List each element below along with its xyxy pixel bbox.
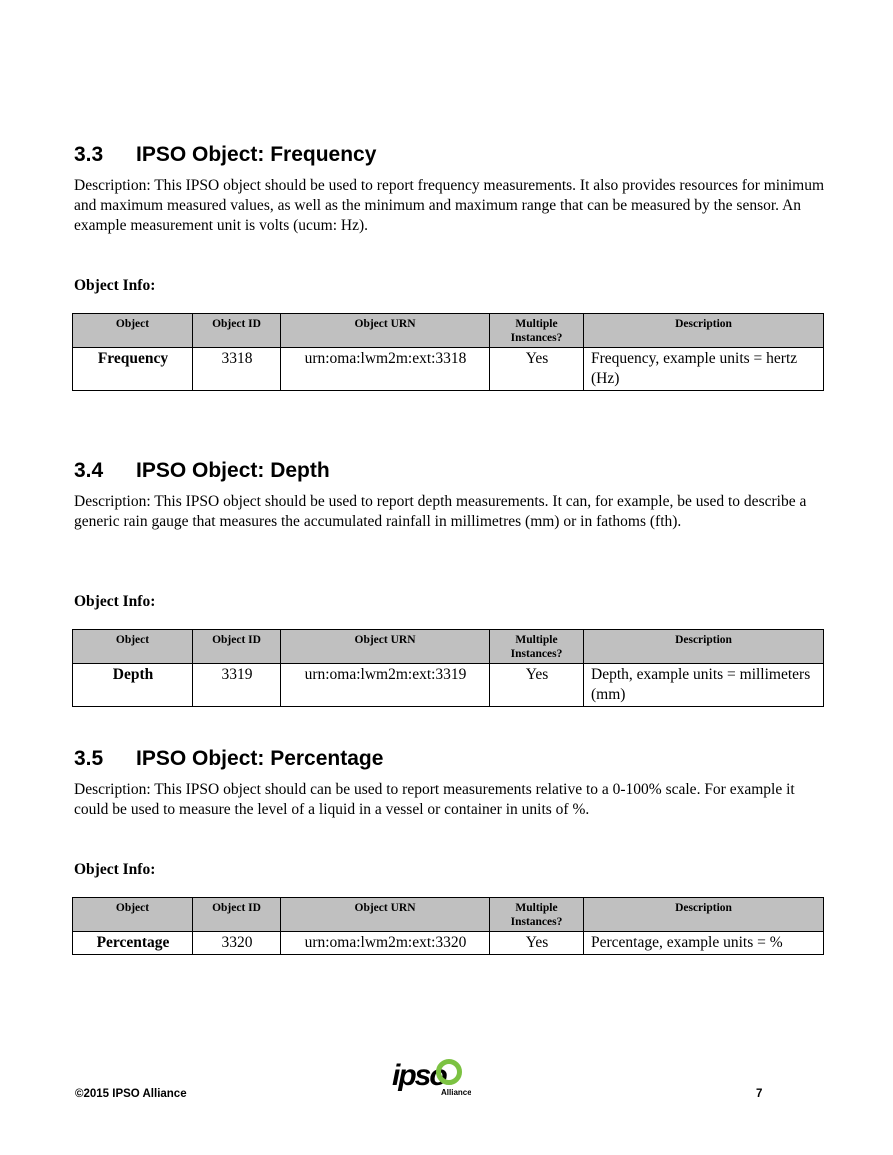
footer-page-number: 7 [756, 1088, 763, 1100]
table-header-row [73, 314, 824, 348]
cell-object-id: 3320 [193, 932, 281, 955]
object-info-label: Object Info: [74, 861, 156, 878]
ipso-alliance-logo [391, 1055, 471, 1097]
header-object-id: Object ID [193, 630, 281, 664]
header-multiple-instances: Multiple Instances? [490, 314, 584, 348]
cell-multiple-instances: Yes [490, 932, 584, 955]
section-number: 3.4 [74, 459, 104, 482]
section-heading [74, 459, 824, 483]
cell-object: Frequency [73, 348, 193, 391]
header-object: Object [73, 630, 193, 664]
table-header-row [73, 898, 824, 932]
section-title: IPSO Object: Depth [136, 459, 330, 482]
header-object-urn: Object URN [281, 314, 490, 348]
footer-copyright: ©2015 IPSO Alliance [75, 1088, 187, 1100]
header-object: Object [73, 314, 193, 348]
cell-object-id: 3318 [193, 348, 281, 391]
header-description: Description [584, 630, 824, 664]
object-info-table [72, 629, 824, 707]
table-row [73, 348, 824, 391]
table-row [73, 932, 824, 955]
header-object-id: Object ID [193, 314, 281, 348]
header-multiple-instances: Multiple Instances? [490, 898, 584, 932]
cell-object-id: 3319 [193, 664, 281, 707]
cell-multiple-instances: Yes [490, 348, 584, 391]
section-description: Description: This IPSO object should can be used to report measurements relative to a 0-100% scale. For example it could be used to measure the level of a liquid in a vessel or container in units of %. [74, 781, 795, 818]
cell-object: Percentage [73, 932, 193, 955]
header-description: Description [584, 898, 824, 932]
header-object: Object [73, 898, 193, 932]
object-info-table [72, 897, 824, 955]
header-description: Description [584, 314, 824, 348]
object-info-table [72, 313, 824, 391]
cell-object: Depth [73, 664, 193, 707]
section-number: 3.5 [74, 747, 104, 770]
header-multiple-instances: Multiple Instances? [490, 630, 584, 664]
object-info-label: Object Info: [74, 277, 156, 294]
section-depth [74, 459, 824, 703]
section-number: 3.3 [74, 143, 104, 166]
header-object-urn: Object URN [281, 898, 490, 932]
cell-description: Percentage, example units = % [584, 932, 824, 955]
section-frequency [74, 143, 825, 387]
cell-object-urn: urn:oma:lwm2m:ext:3320 [281, 932, 490, 955]
header-object-id: Object ID [193, 898, 281, 932]
cell-description: Frequency, example units = hertz (Hz) [584, 348, 824, 391]
section-heading [74, 747, 824, 771]
section-description: Description: This IPSO object should be used to report depth measurements. It can, for example, be used to describe a generic rain gauge that measures the accumulated rainfall in millimetres (mm) or in fathoms (fth). [74, 493, 807, 530]
table-row [73, 664, 824, 707]
logo-subtext: Alliance [441, 1088, 471, 1097]
cell-description: Depth, example units = millimeters (mm) [584, 664, 824, 707]
section-percentage [74, 747, 824, 951]
cell-multiple-instances: Yes [490, 664, 584, 707]
cell-object-urn: urn:oma:lwm2m:ext:3319 [281, 664, 490, 707]
header-object-urn: Object URN [281, 630, 490, 664]
object-info-label: Object Info: [74, 593, 156, 610]
logo-text: ipso [392, 1059, 446, 1092]
cell-object-urn: urn:oma:lwm2m:ext:3318 [281, 348, 490, 391]
section-description: Description: This IPSO object should be used to report frequency measurements. It also provides resources for minimum and maximum measured values, as well as the minimum and maximum range that can be measured by the sensor. An example measurement unit is volts (ucum: Hz). [74, 177, 825, 234]
table-header-row [73, 630, 824, 664]
section-title: IPSO Object: Frequency [136, 143, 377, 166]
section-heading [74, 143, 824, 167]
section-title: IPSO Object: Percentage [136, 747, 384, 770]
